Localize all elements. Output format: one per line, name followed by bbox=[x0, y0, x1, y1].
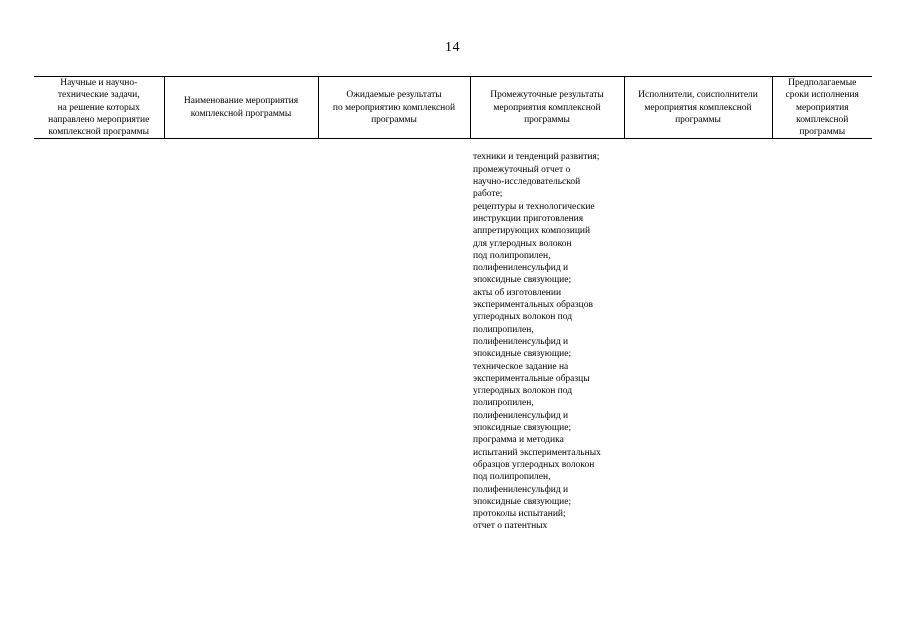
result-line: техническое задание на bbox=[473, 361, 569, 372]
header-tasks: Научные и научно- технические задачи, на решение которых направлено мероприятие комплексной программы bbox=[34, 77, 164, 139]
cell-executors bbox=[624, 139, 772, 533]
result-line: полифениленсульфид и bbox=[473, 484, 569, 495]
result-line: инструкции приготовления bbox=[473, 213, 584, 224]
result-line: эпоксидные связующие; bbox=[473, 275, 572, 286]
result-line: работе; bbox=[473, 189, 503, 200]
result-line: программа и методика bbox=[473, 435, 564, 446]
result-line: рецептуры и технологические bbox=[473, 201, 595, 212]
result-line: полифениленсульфид и bbox=[473, 336, 569, 347]
result-line: отчет о патентных bbox=[473, 521, 548, 532]
result-line: научно-исследовательской bbox=[473, 177, 581, 188]
header-executors: Исполнители, соисполнители мероприятия комплексной программы bbox=[624, 77, 772, 139]
result-line: промежуточный отчет о bbox=[473, 164, 571, 175]
header-activity-name: Наименование мероприятия комплексной программы bbox=[164, 77, 318, 139]
cell-intermediate-results bbox=[470, 139, 624, 533]
result-line: полифениленсульфид и bbox=[473, 263, 569, 274]
result-line: эпоксидные связующие; bbox=[473, 423, 572, 434]
result-line: техники и тенденций развития; bbox=[473, 152, 600, 163]
table-header-row bbox=[34, 77, 872, 139]
result-line: испытаний экспериментальных bbox=[473, 447, 601, 458]
result-line: образцов углеродных волокон bbox=[473, 459, 595, 470]
result-line: экспериментальные образцы bbox=[473, 373, 590, 384]
cell-tasks bbox=[34, 139, 164, 533]
result-line: эпоксидные связующие; bbox=[473, 496, 572, 507]
result-line: под полипропилен, bbox=[473, 250, 551, 261]
header-expected-results: Ожидаемые результаты по мероприятию комплексной программы bbox=[318, 77, 470, 139]
result-line: протоколы испытаний; bbox=[473, 509, 566, 520]
result-line: полипропилен, bbox=[473, 398, 534, 409]
cell-activity-name bbox=[164, 139, 318, 533]
result-line: полифениленсульфид и bbox=[473, 410, 569, 421]
result-line: полипропилен, bbox=[473, 324, 534, 335]
header-deadlines: Предполагаемые сроки исполнения мероприятия комплексной программы bbox=[772, 77, 872, 139]
result-line: для углеродных волокон bbox=[473, 238, 572, 249]
result-line: углеродных волокон под bbox=[473, 386, 573, 397]
cell-deadlines bbox=[772, 139, 872, 533]
result-line: аппретирующих композиций bbox=[473, 226, 591, 237]
cell-expected-results bbox=[318, 139, 470, 533]
intermediate-results-list bbox=[470, 151, 624, 532]
result-line: экспериментальных образцов bbox=[473, 300, 593, 311]
result-line: акты об изготовлении bbox=[473, 287, 562, 298]
table-row bbox=[34, 139, 872, 533]
result-line: эпоксидные связующие; bbox=[473, 349, 572, 360]
result-line: углеродных волокон под bbox=[473, 312, 573, 323]
header-intermediate-results: Промежуточные результаты мероприятия комплексной программы bbox=[470, 77, 624, 139]
page-number: 14 bbox=[445, 40, 460, 55]
program-table bbox=[34, 76, 872, 533]
result-line: под полипропилен, bbox=[473, 472, 551, 483]
